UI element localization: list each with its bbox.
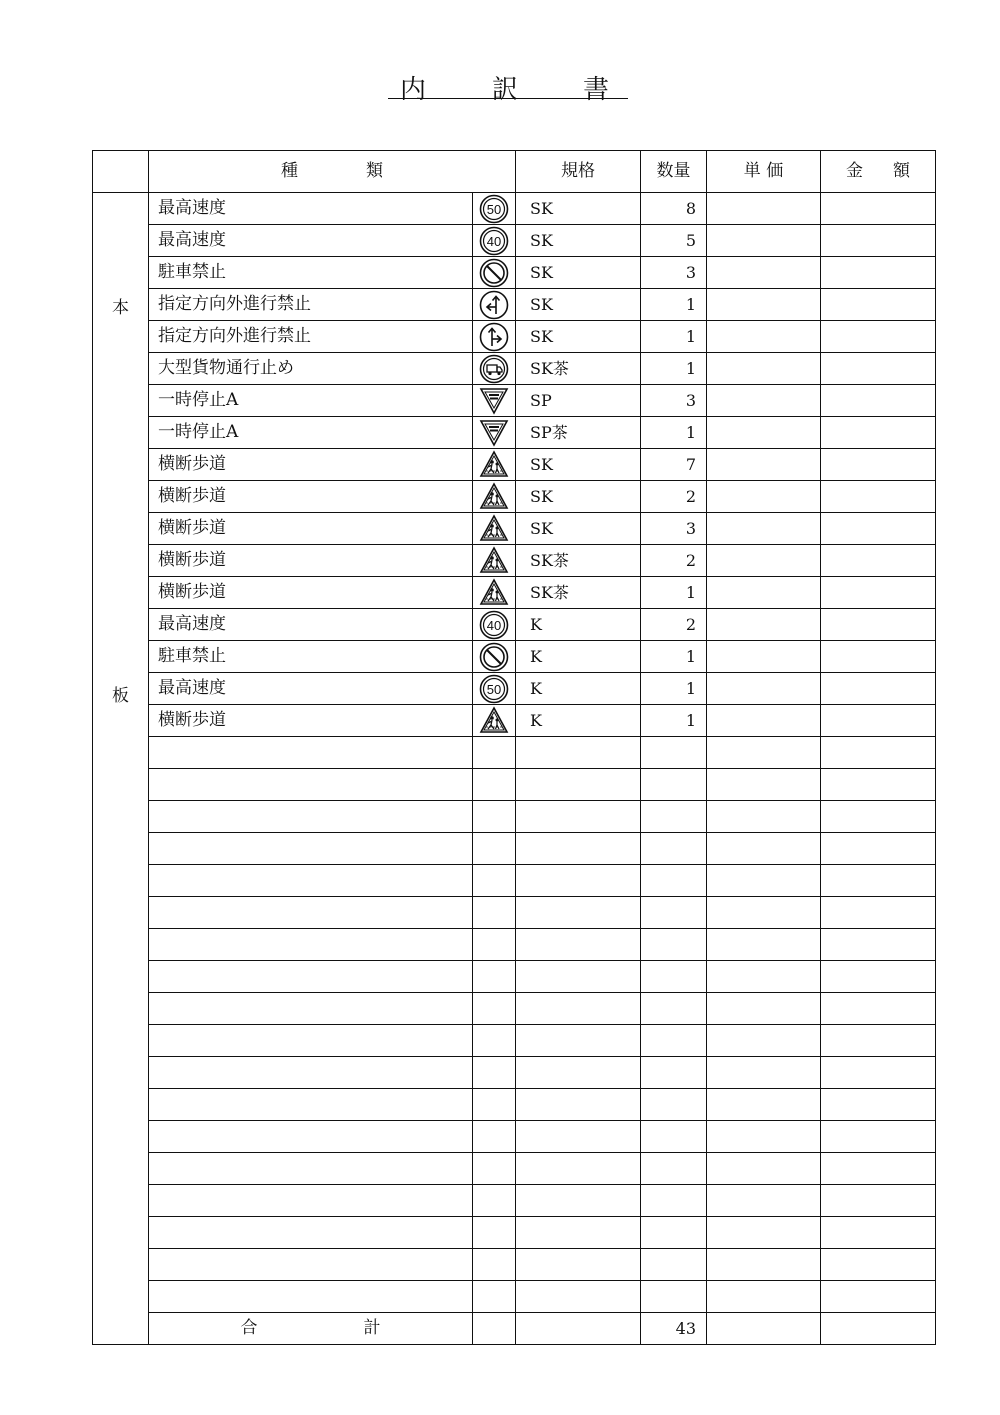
item-name <box>149 1281 473 1313</box>
title-char: 書 <box>583 75 610 105</box>
item-amount <box>821 545 936 577</box>
item-unit-price <box>707 929 821 961</box>
empty-row <box>93 737 936 769</box>
item-icon-cell <box>473 1057 516 1089</box>
item-icon-cell <box>473 481 516 513</box>
item-spec: SK <box>516 513 641 545</box>
item-unit-price <box>707 641 821 673</box>
no-large-trucks-icon <box>473 354 515 384</box>
total-label <box>149 1313 473 1345</box>
item-amount <box>821 417 936 449</box>
svg-text:40: 40 <box>486 233 502 249</box>
item-qty: 1 <box>641 641 707 673</box>
item-name <box>149 929 473 961</box>
item-unit-price <box>707 1153 821 1185</box>
svg-text:50: 50 <box>486 681 502 697</box>
item-row <box>93 417 936 449</box>
item-qty: 2 <box>641 609 707 641</box>
item-amount <box>821 1281 936 1313</box>
total-label-char: 合 <box>240 1318 258 1338</box>
item-unit-price <box>707 737 821 769</box>
item-icon-cell <box>473 641 516 673</box>
item-icon-cell <box>473 449 516 481</box>
item-name <box>149 1249 473 1281</box>
item-name <box>149 769 473 801</box>
side-label-cell <box>93 193 149 1345</box>
item-qty: 7 <box>641 449 707 481</box>
item-name <box>149 993 473 1025</box>
item-icon-cell <box>473 929 516 961</box>
total-icon-cell <box>473 1313 516 1345</box>
no-parking-icon <box>473 258 515 288</box>
item-name <box>149 865 473 897</box>
item-qty <box>641 993 707 1025</box>
item-row <box>93 385 936 417</box>
header-unit-price: 単 価 <box>707 151 821 193</box>
item-qty <box>641 1249 707 1281</box>
item-name <box>149 1185 473 1217</box>
item-qty: 3 <box>641 257 707 289</box>
item-name <box>149 961 473 993</box>
item-spec: K <box>516 673 641 705</box>
empty-row <box>93 961 936 993</box>
header-row <box>93 151 936 193</box>
item-qty <box>641 1217 707 1249</box>
item-icon-cell <box>473 673 516 705</box>
item-amount <box>821 1153 936 1185</box>
item-amount <box>821 673 936 705</box>
item-row <box>93 545 936 577</box>
header-kind <box>149 151 516 193</box>
item-amount <box>821 1025 936 1057</box>
item-unit-price <box>707 865 821 897</box>
item-amount <box>821 705 936 737</box>
item-icon-cell <box>473 545 516 577</box>
item-amount <box>821 225 936 257</box>
item-spec: SK茶 <box>516 353 641 385</box>
empty-row <box>93 1089 936 1121</box>
item-icon-cell <box>473 737 516 769</box>
item-name: 横断歩道 <box>149 705 473 737</box>
item-spec <box>516 961 641 993</box>
stop-triangle-icon <box>473 418 515 448</box>
item-icon-cell <box>473 801 516 833</box>
item-spec <box>516 833 641 865</box>
item-qty <box>641 737 707 769</box>
item-name: 横断歩道 <box>149 513 473 545</box>
item-qty: 1 <box>641 417 707 449</box>
item-icon-cell <box>473 417 516 449</box>
item-spec: SK <box>516 321 641 353</box>
item-unit-price <box>707 673 821 705</box>
item-spec <box>516 993 641 1025</box>
item-qty: 2 <box>641 481 707 513</box>
item-icon-cell <box>473 1249 516 1281</box>
item-qty: 2 <box>641 545 707 577</box>
item-amount <box>821 1185 936 1217</box>
item-unit-price <box>707 1281 821 1313</box>
item-amount <box>821 1089 936 1121</box>
empty-row <box>93 801 936 833</box>
empty-row <box>93 833 936 865</box>
item-icon-cell <box>473 865 516 897</box>
item-spec <box>516 1089 641 1121</box>
total-spec <box>516 1313 641 1345</box>
item-qty: 1 <box>641 289 707 321</box>
item-icon-cell <box>473 321 516 353</box>
item-row <box>93 705 936 737</box>
item-qty <box>641 1057 707 1089</box>
item-icon-cell <box>473 353 516 385</box>
item-qty <box>641 1025 707 1057</box>
item-name: 駐車禁止 <box>149 641 473 673</box>
item-unit-price <box>707 993 821 1025</box>
item-qty: 1 <box>641 705 707 737</box>
item-qty <box>641 865 707 897</box>
item-unit-price <box>707 705 821 737</box>
speed-limit-50-icon <box>473 674 515 704</box>
item-qty: 3 <box>641 385 707 417</box>
item-unit-price <box>707 577 821 609</box>
item-unit-price <box>707 1121 821 1153</box>
document-title <box>0 74 1000 106</box>
empty-row <box>93 1025 936 1057</box>
item-spec: SK <box>516 449 641 481</box>
header-kind-char: 類 <box>366 161 383 181</box>
item-icon-cell <box>473 769 516 801</box>
item-icon-cell <box>473 385 516 417</box>
item-icon-cell <box>473 1153 516 1185</box>
item-icon-cell <box>473 961 516 993</box>
item-name <box>149 1217 473 1249</box>
item-spec <box>516 737 641 769</box>
item-row <box>93 577 936 609</box>
item-unit-price <box>707 1249 821 1281</box>
item-name <box>149 1153 473 1185</box>
item-name: 一時停止A <box>149 417 473 449</box>
item-icon-cell <box>473 1025 516 1057</box>
item-qty <box>641 1153 707 1185</box>
item-unit-price <box>707 897 821 929</box>
item-row <box>93 609 936 641</box>
item-unit-price <box>707 257 821 289</box>
item-spec: SK <box>516 193 641 225</box>
item-name: 最高速度 <box>149 225 473 257</box>
empty-row <box>93 1249 936 1281</box>
item-unit-price <box>707 833 821 865</box>
item-unit-price <box>707 545 821 577</box>
item-name: 大型貨物通行止め <box>149 353 473 385</box>
item-icon-cell <box>473 289 516 321</box>
item-name <box>149 1057 473 1089</box>
item-amount <box>821 289 936 321</box>
item-spec: SK茶 <box>516 577 641 609</box>
header-amount-char: 金 <box>846 161 863 181</box>
title-underline <box>388 98 628 99</box>
item-name: 横断歩道 <box>149 545 473 577</box>
no-parking-icon <box>473 642 515 672</box>
item-qty <box>641 929 707 961</box>
total-unit-price <box>707 1313 821 1345</box>
item-qty: 8 <box>641 193 707 225</box>
item-name: 一時停止A <box>149 385 473 417</box>
empty-row <box>93 769 936 801</box>
item-name: 横断歩道 <box>149 481 473 513</box>
header-kind-char: 種 <box>281 161 298 181</box>
pedestrian-crossing-icon <box>473 706 515 736</box>
item-spec <box>516 1281 641 1313</box>
item-unit-price <box>707 1057 821 1089</box>
empty-row <box>93 1057 936 1089</box>
item-spec: SK <box>516 225 641 257</box>
item-icon-cell <box>473 577 516 609</box>
item-unit-price <box>707 1089 821 1121</box>
item-icon-cell <box>473 1281 516 1313</box>
item-spec <box>516 1121 641 1153</box>
item-icon-cell <box>473 193 516 225</box>
empty-row <box>93 993 936 1025</box>
item-qty <box>641 897 707 929</box>
item-icon-cell <box>473 993 516 1025</box>
item-icon-cell <box>473 609 516 641</box>
item-unit-price <box>707 1217 821 1249</box>
item-spec: SK茶 <box>516 545 641 577</box>
item-amount <box>821 609 936 641</box>
item-amount <box>821 449 936 481</box>
item-name <box>149 833 473 865</box>
item-unit-price <box>707 449 821 481</box>
item-amount <box>821 897 936 929</box>
item-spec <box>516 801 641 833</box>
item-qty <box>641 769 707 801</box>
item-name <box>149 801 473 833</box>
item-spec <box>516 1025 641 1057</box>
svg-text:40: 40 <box>486 617 502 633</box>
header-qty: 数量 <box>641 151 707 193</box>
pedestrian-crossing-icon <box>473 482 515 512</box>
item-qty <box>641 833 707 865</box>
total-label-char: 計 <box>363 1318 381 1338</box>
item-spec <box>516 1153 641 1185</box>
item-qty: 1 <box>641 321 707 353</box>
item-icon-cell <box>473 1185 516 1217</box>
item-name <box>149 1121 473 1153</box>
item-qty <box>641 1281 707 1313</box>
total-amount <box>821 1313 936 1345</box>
item-amount <box>821 737 936 769</box>
item-icon-cell <box>473 225 516 257</box>
straight-or-left-only-icon <box>473 290 515 320</box>
item-qty <box>641 1185 707 1217</box>
pedestrian-crossing-icon <box>473 514 515 544</box>
item-row <box>93 513 936 545</box>
item-qty: 1 <box>641 353 707 385</box>
item-name <box>149 897 473 929</box>
item-unit-price <box>707 417 821 449</box>
item-spec: K <box>516 609 641 641</box>
side-label-char: 本 <box>112 298 129 318</box>
item-unit-price <box>707 385 821 417</box>
item-qty: 1 <box>641 673 707 705</box>
item-amount <box>821 193 936 225</box>
item-unit-price <box>707 1025 821 1057</box>
item-icon-cell <box>473 1121 516 1153</box>
item-row <box>93 257 936 289</box>
header-spec: 規格 <box>516 151 641 193</box>
item-row <box>93 641 936 673</box>
item-amount <box>821 1249 936 1281</box>
item-name: 最高速度 <box>149 673 473 705</box>
item-unit-price <box>707 513 821 545</box>
item-qty: 3 <box>641 513 707 545</box>
item-row <box>93 353 936 385</box>
item-spec <box>516 1057 641 1089</box>
item-icon-cell <box>473 897 516 929</box>
item-icon-cell <box>473 513 516 545</box>
item-amount <box>821 929 936 961</box>
item-row <box>93 673 936 705</box>
item-icon-cell <box>473 257 516 289</box>
item-row <box>93 481 936 513</box>
stop-triangle-icon <box>473 386 515 416</box>
svg-text:50: 50 <box>486 201 502 217</box>
title-char: 内 <box>400 75 427 105</box>
item-name <box>149 737 473 769</box>
item-icon-cell <box>473 705 516 737</box>
item-name: 横断歩道 <box>149 449 473 481</box>
item-qty <box>641 1089 707 1121</box>
item-spec: K <box>516 641 641 673</box>
item-qty <box>641 961 707 993</box>
header-blank-cell <box>93 151 149 193</box>
item-spec <box>516 929 641 961</box>
item-amount <box>821 961 936 993</box>
item-amount <box>821 833 936 865</box>
item-amount <box>821 321 936 353</box>
item-qty <box>641 1121 707 1153</box>
item-amount <box>821 865 936 897</box>
empty-row <box>93 1121 936 1153</box>
total-row <box>93 1313 936 1345</box>
empty-row <box>93 897 936 929</box>
item-spec <box>516 897 641 929</box>
pedestrian-crossing-icon <box>473 450 515 480</box>
item-amount <box>821 1121 936 1153</box>
speed-limit-50-icon <box>473 194 515 224</box>
item-icon-cell <box>473 1089 516 1121</box>
side-label-char: 板 <box>112 686 129 706</box>
item-spec <box>516 1185 641 1217</box>
breakdown-table <box>92 150 936 1345</box>
item-amount <box>821 641 936 673</box>
item-icon-cell <box>473 1217 516 1249</box>
header-amount <box>821 151 936 193</box>
item-row <box>93 321 936 353</box>
item-spec: SK <box>516 257 641 289</box>
item-amount <box>821 1217 936 1249</box>
item-unit-price <box>707 225 821 257</box>
item-amount <box>821 353 936 385</box>
header-amount-char: 額 <box>893 161 910 181</box>
straight-or-right-only-icon <box>473 322 515 352</box>
item-name <box>149 1089 473 1121</box>
empty-row <box>93 1217 936 1249</box>
item-icon-cell <box>473 833 516 865</box>
item-spec <box>516 769 641 801</box>
total-qty: 43 <box>641 1313 707 1345</box>
empty-row <box>93 1153 936 1185</box>
item-row <box>93 449 936 481</box>
item-amount <box>821 577 936 609</box>
speed-limit-40-icon <box>473 226 515 256</box>
item-unit-price <box>707 193 821 225</box>
item-spec <box>516 1249 641 1281</box>
item-unit-price <box>707 481 821 513</box>
item-unit-price <box>707 801 821 833</box>
speed-limit-40-icon <box>473 610 515 640</box>
item-row <box>93 193 936 225</box>
title-char: 訳 <box>492 75 519 105</box>
item-unit-price <box>707 609 821 641</box>
item-spec: SK <box>516 289 641 321</box>
item-row <box>93 289 936 321</box>
item-name: 横断歩道 <box>149 577 473 609</box>
empty-row <box>93 1185 936 1217</box>
item-row <box>93 225 936 257</box>
item-spec: SK <box>516 481 641 513</box>
empty-row <box>93 865 936 897</box>
item-amount <box>821 993 936 1025</box>
item-spec <box>516 865 641 897</box>
item-amount <box>821 385 936 417</box>
item-unit-price <box>707 1185 821 1217</box>
item-spec: SP <box>516 385 641 417</box>
empty-row <box>93 1281 936 1313</box>
pedestrian-crossing-icon <box>473 578 515 608</box>
item-unit-price <box>707 289 821 321</box>
pedestrian-crossing-icon <box>473 546 515 576</box>
item-amount <box>821 1057 936 1089</box>
item-amount <box>821 769 936 801</box>
item-qty <box>641 801 707 833</box>
item-name <box>149 1025 473 1057</box>
item-spec: SP茶 <box>516 417 641 449</box>
item-name: 最高速度 <box>149 609 473 641</box>
item-name: 最高速度 <box>149 193 473 225</box>
item-unit-price <box>707 321 821 353</box>
item-amount <box>821 513 936 545</box>
item-unit-price <box>707 769 821 801</box>
item-name: 指定方向外進行禁止 <box>149 321 473 353</box>
item-name: 指定方向外進行禁止 <box>149 289 473 321</box>
item-name: 駐車禁止 <box>149 257 473 289</box>
item-amount <box>821 257 936 289</box>
item-amount <box>821 801 936 833</box>
item-qty: 5 <box>641 225 707 257</box>
item-unit-price <box>707 961 821 993</box>
item-spec <box>516 1217 641 1249</box>
item-amount <box>821 481 936 513</box>
item-qty: 1 <box>641 577 707 609</box>
item-spec: K <box>516 705 641 737</box>
empty-row <box>93 929 936 961</box>
item-unit-price <box>707 353 821 385</box>
